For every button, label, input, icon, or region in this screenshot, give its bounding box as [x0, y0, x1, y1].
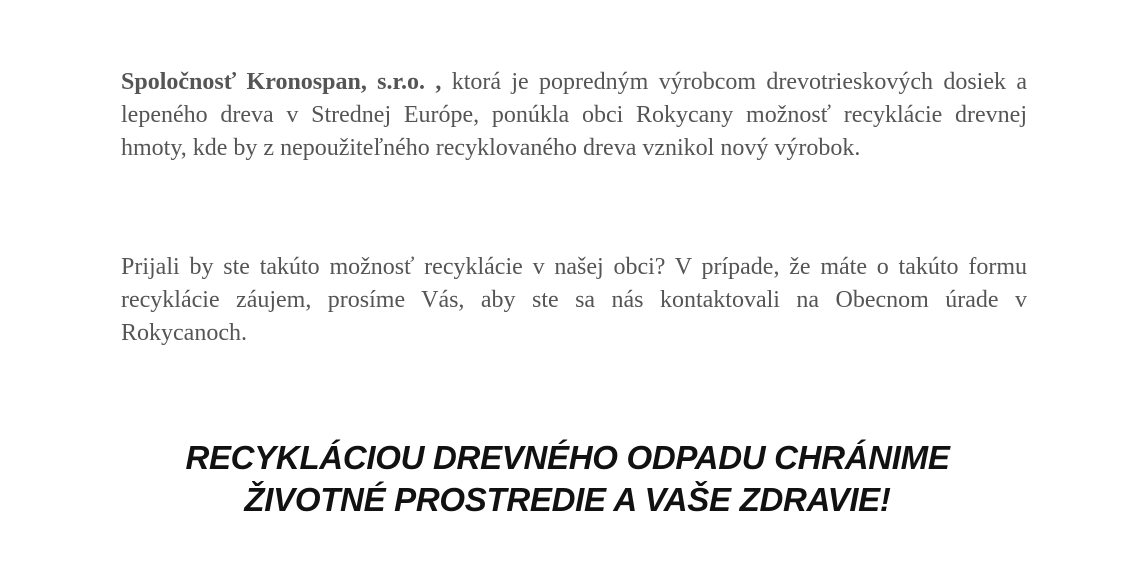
question-paragraph-text: Prijali by ste takúto možnosť recyklácie v našej obci? V prípade, že máte o takúto formu recyklácie záujem, prosíme Vás, aby ste sa nás kontaktovali na Obecnom úrade v Rokycanoch. [121, 254, 1027, 346]
intro-paragraph [121, 66, 1027, 165]
slogan-line-1: RECYKLÁCIOU DREVNÉHO ODPADU CHRÁNIME [185, 439, 950, 476]
intro-paragraph-text: ktorá je popredným výrobcom drevotrieskových dosiek a lepeného dreva v Strednej Európe, ponúkla obci Rokycany možnosť recyklácie drevnej hmoty, kde by z nepoužiteľného recyklovaného dreva vznikol nový výrobok. [121, 69, 1028, 161]
slogan-heading [0, 437, 1135, 521]
question-paragraph [121, 251, 1027, 350]
slogan-line-2: ŽIVOTNÉ PROSTREDIE A VAŠE ZDRAVIE! [244, 481, 891, 518]
company-name: Spoločnosť Kronospan, s.r.o. , [121, 69, 442, 95]
